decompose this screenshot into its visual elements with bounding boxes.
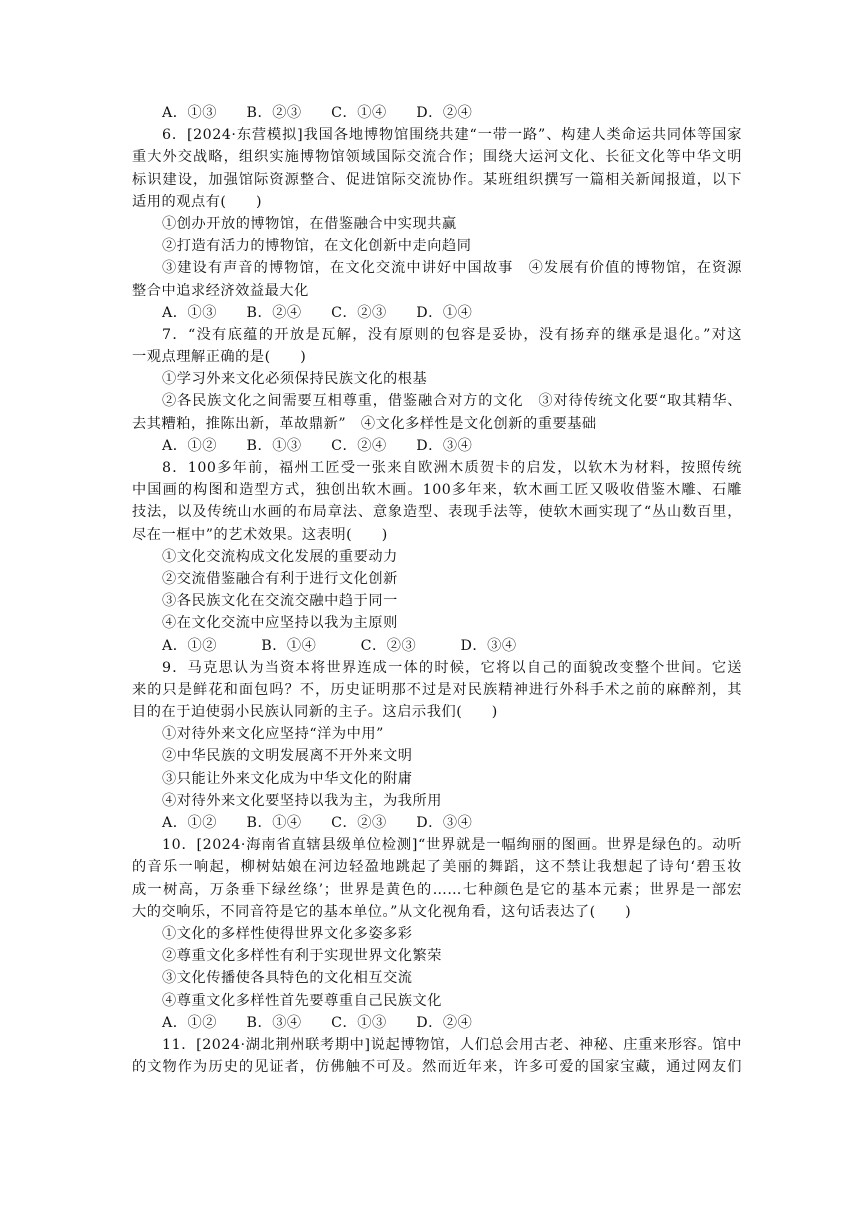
text-line: 标识建设，加强馆际资源整合、促进馆际交流协作。某班组织撰写一篇相关新闻报道，以下: [132, 171, 742, 188]
text-line: ③建设有声音的博物馆，在文化交流中讲好中国故事 ④发展有价值的博物馆，在资源: [162, 260, 742, 277]
text-line: 大的交响乐，不同音符是它的基本单位。”从文化视角看，这句话表达了( ): [132, 903, 632, 920]
text-line: 技法，以及传统山水画的布局章法、意象造型、表现手法等，使软木画实现了“丛山数百里，: [132, 504, 742, 521]
text-line: 尽在一框中”的艺术效果。这表明( ): [132, 526, 388, 543]
text-line: 来的只是鲜花和面包吗？不，历史证明那不过是对民族精神进行外科手术之前的麻醉剂，其: [132, 681, 742, 698]
text-line: ②打造有活力的博物馆，在文化创新中走向趋同: [162, 238, 472, 255]
text-line: 一观点理解正确的是( ): [132, 349, 307, 366]
text-line: 重大外交战略，组织实施博物馆领域国际交流合作；围绕大运河文化、长征文化等中华文明: [132, 149, 742, 166]
text-line: 8．100多年前，福州工匠受一张来自欧洲木质贺卡的启发，以软木为材料，按照传统: [162, 460, 742, 476]
text-line: ④对待外来文化要坚持以我为主，为我所用: [162, 792, 443, 809]
text-line: ②各民族文化之间需要互相尊重，借鉴融合对方的文化 ③对待传统文化要“取其精华、: [162, 393, 742, 410]
text-line: 适用的观点有( ): [132, 193, 263, 210]
text-line: 的文物作为历史的见证者，仿佛触不可及。然而近年来，许多可爱的国家宝藏，通过网友们: [132, 1059, 742, 1076]
text-line: 目的在于迫使弱小民族认同新的主子。这启示我们( ): [132, 704, 498, 721]
text-line: 7．“没有底蕴的开放是瓦解，没有原则的包容是妥协，没有扬弃的继承是退化。”对这: [162, 326, 742, 343]
text-line: ④在文化交流中应坚持以我为主原则: [162, 615, 398, 632]
text-line: A．①② B．①④ C．②③ D．③④: [162, 815, 473, 831]
text-line: 去其糟粕，推陈出新，革故鼎新” ④文化多样性是文化创新的重要基础: [132, 415, 597, 432]
text-line: ①创办开放的博物馆，在借鉴融合中实现共赢: [162, 215, 457, 232]
text-line: 中国画的构图和造型方式，独创出软木画。100多年来，软木画工匠又吸收借鉴木雕、石雕: [132, 482, 742, 499]
text-line: ①文化的多样性使得世界文化多姿多彩: [162, 925, 413, 942]
text-line: ②中华民族的文明发展离不开外来文明: [162, 748, 413, 765]
text-line: A．①② B．①③ C．②④ D．③④: [162, 437, 473, 454]
text-line: 10．[2024·海南省直辖县级单位检测]“世界就是一幅绚丽的图画。世界是绿色的。动听: [162, 837, 742, 854]
text-line: 11．[2024·湖北荆州联考期中]说起博物馆，人们总会用古老、神秘、庄重来形容。馆中: [162, 1036, 742, 1053]
text-line: ②交流借鉴融合有利于进行文化创新: [162, 570, 398, 587]
text-line: 9．马克思认为当资本将世界连成一体的时候，它将以自己的面貌改变整个世间。它送: [162, 659, 742, 676]
text-line: ②尊重文化多样性有利于实现世界文化繁荣: [162, 948, 443, 965]
text-line: ①对待外来文化应坚持“洋为中用”: [162, 726, 384, 743]
text-line: A．①② B．③④ C．①③ D．②④: [162, 1014, 473, 1031]
text-line: ④尊重文化多样性首先要尊重自己民族文化: [162, 992, 443, 1009]
text-line: ③各民族文化在交流交融中趋于同一: [162, 593, 398, 610]
text-line: ③只能让外来文化成为中华文化的附庸: [162, 770, 413, 787]
text-line: A．①② B．①④ C．②③ D．③④: [162, 637, 517, 654]
text-line: 的音乐一响起，柳树姑娘在河边轻盈地跳起了美丽的舞蹈，这不禁让我想起了诗句‘碧玉妆: [132, 859, 742, 876]
text-line: A．①③ B．②③ C．①④ D．②④: [162, 105, 473, 121]
text-line: ①学习外来文化必须保持民族文化的根基: [162, 371, 428, 388]
text-line: A．①③ B．②④ C．②③ D．①④: [162, 304, 473, 321]
text-line: 成一树高，万条垂下绿丝绦’；世界是黄色的……七种颜色是它的基本元素；世界是一部宏: [132, 881, 742, 898]
text-line: ①文化交流构成文化发展的重要动力: [162, 548, 398, 565]
text-line: 整合中追求经济效益最大化: [132, 282, 309, 299]
document-page: [132, 102, 742, 1078]
text-line: 6．[2024·东营模拟]我国各地博物馆围绕共建“一带一路”、构建人类命运共同体等国家: [162, 127, 742, 144]
text-line: ③文化传播使各具特色的文化相互交流: [162, 970, 413, 987]
